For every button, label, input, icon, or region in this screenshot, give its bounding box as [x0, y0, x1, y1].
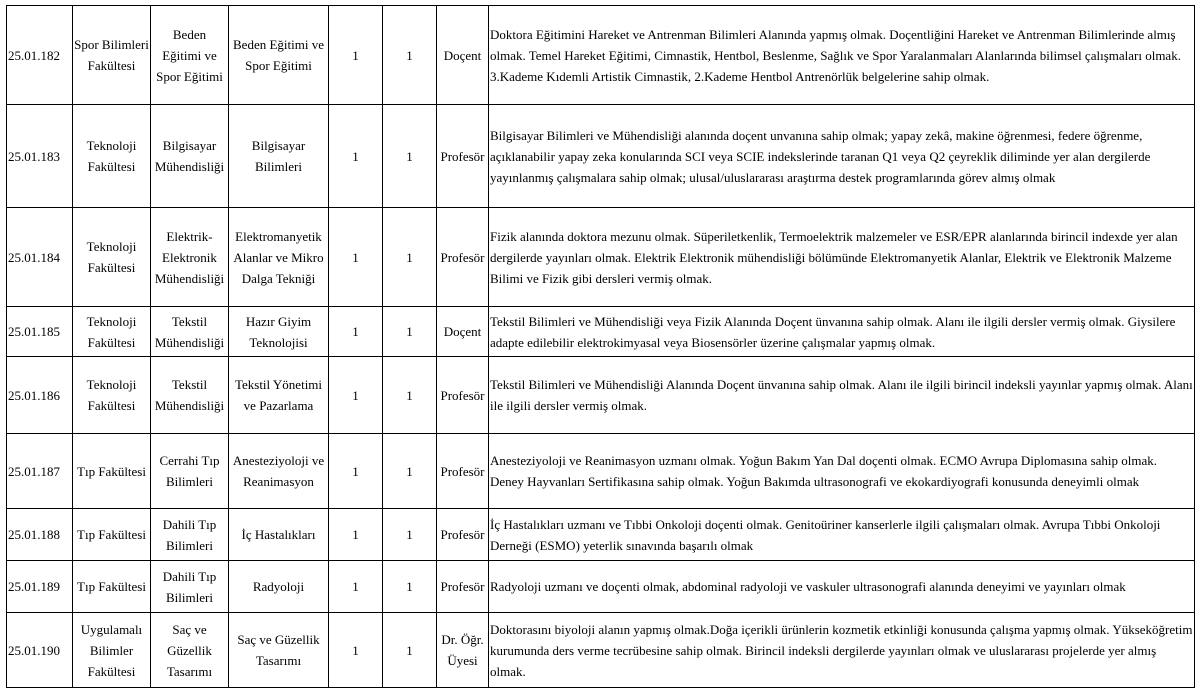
count-cell: 1	[383, 357, 437, 434]
title-cell: Dr. Öğr. Üyesi	[437, 613, 489, 688]
count-cell: 1	[383, 509, 437, 561]
table-row	[7, 357, 1195, 434]
table-row	[7, 561, 1195, 613]
count-cell: 1	[329, 434, 383, 509]
position-code: 25.01.185	[7, 307, 73, 357]
department-cell: Beden Eğitimi ve Spor Eğitimi	[151, 6, 229, 105]
requirements-cell: İç Hastalıkları uzmanı ve Tıbbi Onkoloji doçenti olmak. Genitoüriner kanserlerle ilgili çalışmaları olmak. Avrupa Tıbbi Onkoloji Derneği (ESMO) yeterlik sınavında başarılı olmak	[489, 509, 1195, 561]
title-cell: Profesör	[437, 509, 489, 561]
faculty-cell: Spor Bilimleri Fakültesi	[73, 6, 151, 105]
position-code: 25.01.182	[7, 6, 73, 105]
program-cell: Tekstil Yönetimi ve Pazarlama	[229, 357, 329, 434]
table-row	[7, 208, 1195, 307]
program-cell: Saç ve Güzellik Tasarımı	[229, 613, 329, 688]
count-cell: 1	[329, 208, 383, 307]
table-row	[7, 105, 1195, 208]
title-cell: Profesör	[437, 561, 489, 613]
title-cell: Doçent	[437, 307, 489, 357]
program-cell: Beden Eğitimi ve Spor Eğitimi	[229, 6, 329, 105]
requirements-cell: Tekstil Bilimleri ve Mühendisliği Alanında Doçent ünvanına sahip olmak. Alanı ile ilgili birincil indeksli yayınlar yapmış olmak. Alanı ile ilgili dersler vermiş olmak.	[489, 357, 1195, 434]
position-code: 25.01.184	[7, 208, 73, 307]
title-cell: Profesör	[437, 105, 489, 208]
faculty-cell: Teknoloji Fakültesi	[73, 357, 151, 434]
department-cell: Elektrik-Elektronik Mühendisliği	[151, 208, 229, 307]
count-cell: 1	[383, 6, 437, 105]
requirements-cell: Fizik alanında doktora mezunu olmak. Süperiletkenlik, Termoelektrik malzemeler ve ESR/EPR alanlarında birincil indexde yer alan dergilerde yayınları olmak. Elektrik Elektronik mühendisliği bölümünde Elektromanyetik Alanlar, Elektrik ve Elektronik Malzeme Bilimi ve Fizik gibi dersleri vermiş olmak.	[489, 208, 1195, 307]
department-cell: Dahili Tıp Bilimleri	[151, 561, 229, 613]
table-row	[7, 307, 1195, 357]
requirements-cell: Doktorasını biyoloji alanın yapmış olmak.Doğa içerikli ürünlerin kozmetik etkinliği konusunda çalışma yapmış olmak. Yükseköğretim kurumunda ders verme tecrübesine sahip olmak. Birincil indeksli dergilerde yayınları olmak ve uluslararası projelerde yer almış olmak.	[489, 613, 1195, 688]
count-cell: 1	[329, 613, 383, 688]
count-cell: 1	[329, 307, 383, 357]
department-cell: Cerrahi Tıp Bilimleri	[151, 434, 229, 509]
program-cell: Bilgisayar Bilimleri	[229, 105, 329, 208]
department-cell: Tekstil Mühendisliği	[151, 307, 229, 357]
faculty-cell: Tıp Fakültesi	[73, 509, 151, 561]
position-code: 25.01.183	[7, 105, 73, 208]
program-cell: İç Hastalıkları	[229, 509, 329, 561]
requirements-cell: Doktora Eğitimini Hareket ve Antrenman Bilimleri Alanında yapmış olmak. Doçentliğini Hareket ve Antrenman Bilimlerinde almış olmak. Temel Hareket Eğitimi, Cimnastik, Hentbol, Beslenme, Sağlık ve Spor Yaralanmaları Alanlarında bilimsel çalışmaları olmak. 3.Kademe Kıdemli Artistik Cimnastik, 2.Kademe Hentbol Antrenörlük belgelerine sahip olmak.	[489, 6, 1195, 105]
table-row	[7, 613, 1195, 688]
title-cell: Profesör	[437, 434, 489, 509]
program-cell: Hazır Giyim Teknolojisi	[229, 307, 329, 357]
count-cell: 1	[329, 561, 383, 613]
program-cell: Elektromanyetik Alanlar ve Mikro Dalga Tekniği	[229, 208, 329, 307]
position-code: 25.01.188	[7, 509, 73, 561]
department-cell: Bilgisayar Mühendisliği	[151, 105, 229, 208]
requirements-cell: Anesteziyoloji ve Reanimasyon uzmanı olmak. Yoğun Bakım Yan Dal doçenti olmak. ECMO Avrupa Diplomasına sahip olmak. Deney Hayvanları Sertifikasına sahip olmak. Yoğun Bakımda ultrasonografi ve ekokardiyografi konusunda deneyimli olmak	[489, 434, 1195, 509]
count-cell: 1	[383, 208, 437, 307]
title-cell: Profesör	[437, 357, 489, 434]
count-cell: 1	[383, 307, 437, 357]
position-code: 25.01.186	[7, 357, 73, 434]
position-code: 25.01.190	[7, 613, 73, 688]
faculty-cell: Tıp Fakültesi	[73, 561, 151, 613]
count-cell: 1	[383, 105, 437, 208]
requirements-cell: Radyoloji uzmanı ve doçenti olmak, abdominal radyoloji ve vaskuler ultrasonografi alanında deneyimi ve yayınları olmak	[489, 561, 1195, 613]
positions-table	[6, 5, 1195, 688]
table-row	[7, 6, 1195, 105]
faculty-cell: Teknoloji Fakültesi	[73, 105, 151, 208]
count-cell: 1	[383, 561, 437, 613]
faculty-cell: Tıp Fakültesi	[73, 434, 151, 509]
department-cell: Tekstil Mühendisliği	[151, 357, 229, 434]
department-cell: Saç ve Güzellik Tasarımı	[151, 613, 229, 688]
table-row	[7, 434, 1195, 509]
position-code: 25.01.189	[7, 561, 73, 613]
requirements-cell: Tekstil Bilimleri ve Mühendisliği veya Fizik Alanında Doçent ünvanına sahip olmak. Alanı ile ilgili dersler vermiş olmak. Giysilere adapte edilebilir elektrokimyasal veya Biosensörler üzerine çalışmalar yapmış olmak.	[489, 307, 1195, 357]
title-cell: Doçent	[437, 6, 489, 105]
count-cell: 1	[383, 434, 437, 509]
faculty-cell: Teknoloji Fakültesi	[73, 208, 151, 307]
program-cell: Anesteziyoloji ve Reanimasyon	[229, 434, 329, 509]
title-cell: Profesör	[437, 208, 489, 307]
count-cell: 1	[329, 357, 383, 434]
position-code: 25.01.187	[7, 434, 73, 509]
count-cell: 1	[329, 6, 383, 105]
faculty-cell: Teknoloji Fakültesi	[73, 307, 151, 357]
program-cell: Radyoloji	[229, 561, 329, 613]
count-cell: 1	[329, 509, 383, 561]
department-cell: Dahili Tıp Bilimleri	[151, 509, 229, 561]
count-cell: 1	[383, 613, 437, 688]
table-row	[7, 509, 1195, 561]
requirements-cell: Bilgisayar Bilimleri ve Mühendisliği alanında doçent unvanına sahip olmak; yapay zekâ, makine öğrenmesi, federe öğrenme, açıklanabilir yapay zeka konularında SCI veya SCIE indekslerinde taranan Q1 veya Q2 çeyreklik diliminde yer alan dergilerde yayınlanmış çalışmalara sahip olmak; ulusal/uluslararası araştırma destek programlarında görev almış olmak	[489, 105, 1195, 208]
count-cell: 1	[329, 105, 383, 208]
faculty-cell: Uygulamalı Bilimler Fakültesi	[73, 613, 151, 688]
